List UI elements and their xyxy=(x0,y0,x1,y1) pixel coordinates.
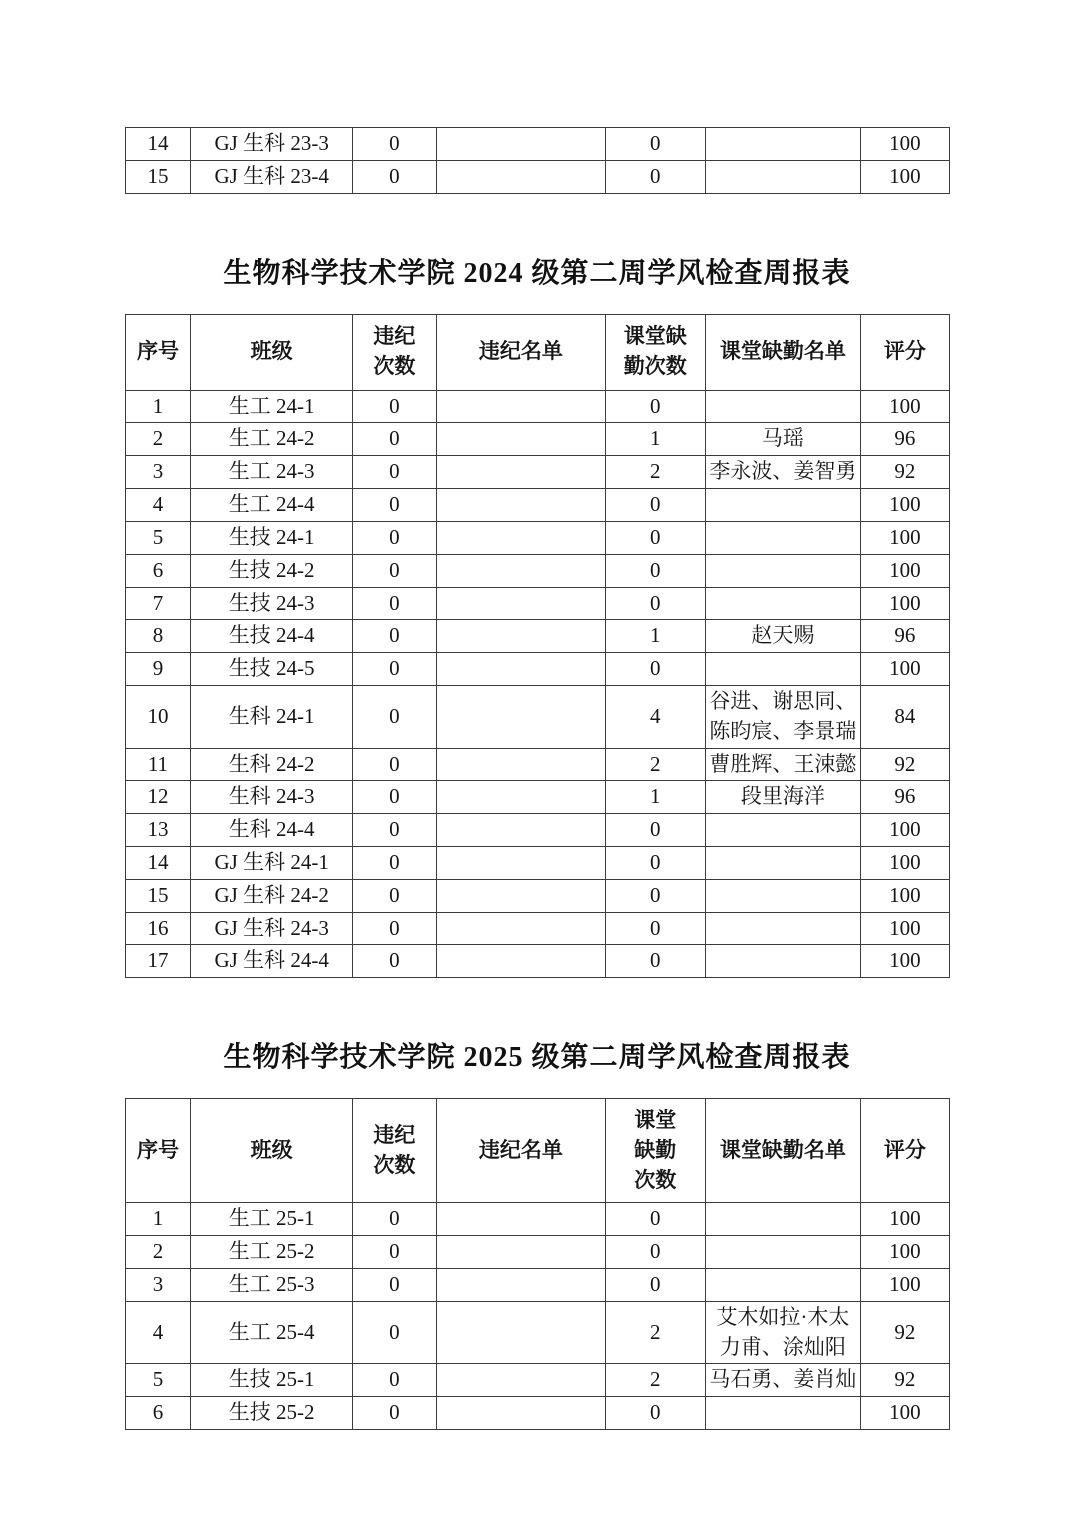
table-row xyxy=(125,128,949,161)
absence-count-cell: 0 xyxy=(605,814,705,847)
score-cell: 100 xyxy=(861,521,949,554)
absence-names-cell: 段里海洋 xyxy=(705,781,861,814)
violation-count-cell: 0 xyxy=(352,423,436,456)
violation-count-cell: 0 xyxy=(352,390,436,423)
violation-names-cell xyxy=(436,1236,605,1269)
absence-count-cell: 0 xyxy=(605,521,705,554)
table-row xyxy=(125,912,949,945)
column-header: 班级 xyxy=(191,1099,353,1203)
score-cell: 100 xyxy=(861,587,949,620)
column-header: 课堂缺 勤次数 xyxy=(605,314,705,390)
score-cell: 84 xyxy=(861,685,949,748)
absence-names-cell xyxy=(705,521,861,554)
header-row xyxy=(125,1099,949,1203)
column-header: 课堂 缺勤 次数 xyxy=(605,1099,705,1203)
violation-names-cell xyxy=(436,456,605,489)
absence-count-cell: 2 xyxy=(605,1301,705,1364)
violation-count-cell: 0 xyxy=(352,945,436,978)
serial-cell: 15 xyxy=(125,879,191,912)
violation-names-cell xyxy=(436,912,605,945)
absence-count-cell: 0 xyxy=(605,390,705,423)
column-header: 序号 xyxy=(125,1099,191,1203)
absence-names-cell xyxy=(705,489,861,522)
report-table-2023-partial xyxy=(125,127,950,194)
violation-count-cell: 0 xyxy=(352,1268,436,1301)
serial-cell: 5 xyxy=(125,521,191,554)
absence-count-cell: 0 xyxy=(605,1268,705,1301)
absence-names-cell: 马石勇、姜肖灿 xyxy=(705,1364,861,1397)
serial-cell: 1 xyxy=(125,390,191,423)
serial-cell: 9 xyxy=(125,653,191,686)
absence-count-cell: 4 xyxy=(605,685,705,748)
score-cell: 100 xyxy=(861,1268,949,1301)
column-header: 序号 xyxy=(125,314,191,390)
score-cell: 100 xyxy=(861,879,949,912)
absence-names-cell: 赵天赐 xyxy=(705,620,861,653)
violation-names-cell xyxy=(436,587,605,620)
class-cell: 生工 25-1 xyxy=(191,1203,353,1236)
violation-names-cell xyxy=(436,1268,605,1301)
class-cell: 生科 24-1 xyxy=(191,685,353,748)
serial-cell: 5 xyxy=(125,1364,191,1397)
absence-count-cell: 0 xyxy=(605,1203,705,1236)
class-cell: 生工 24-2 xyxy=(191,423,353,456)
table-row xyxy=(125,748,949,781)
score-cell: 100 xyxy=(861,912,949,945)
table-row xyxy=(125,423,949,456)
serial-cell: 13 xyxy=(125,814,191,847)
serial-cell: 16 xyxy=(125,912,191,945)
class-cell: 生技 24-3 xyxy=(191,587,353,620)
violation-names-cell xyxy=(436,390,605,423)
score-cell: 100 xyxy=(861,814,949,847)
absence-names-cell: 曹胜辉、王涑懿 xyxy=(705,748,861,781)
absence-count-cell: 0 xyxy=(605,587,705,620)
violation-count-cell: 0 xyxy=(352,912,436,945)
class-cell: 生工 24-1 xyxy=(191,390,353,423)
score-cell: 100 xyxy=(861,160,949,193)
absence-count-cell: 0 xyxy=(605,489,705,522)
violation-names-cell xyxy=(436,1203,605,1236)
violation-names-cell xyxy=(436,521,605,554)
class-cell: 生技 24-4 xyxy=(191,620,353,653)
column-header: 评分 xyxy=(861,314,949,390)
serial-cell: 4 xyxy=(125,1301,191,1364)
absence-names-cell xyxy=(705,814,861,847)
absence-count-cell: 0 xyxy=(605,847,705,880)
table-row xyxy=(125,1301,949,1364)
serial-cell: 3 xyxy=(125,456,191,489)
class-cell: 生工 25-3 xyxy=(191,1268,353,1301)
absence-names-cell: 李永波、姜智勇 xyxy=(705,456,861,489)
table-row xyxy=(125,1397,949,1430)
violation-count-cell: 0 xyxy=(352,620,436,653)
class-cell: 生技 25-1 xyxy=(191,1364,353,1397)
violation-count-cell: 0 xyxy=(352,456,436,489)
violation-count-cell: 0 xyxy=(352,554,436,587)
report-title-2025: 生物科学技术学院 2025 级第二周学风检查周报表 xyxy=(223,1042,851,1074)
violation-count-cell: 0 xyxy=(352,653,436,686)
absence-count-cell: 0 xyxy=(605,912,705,945)
violation-names-cell xyxy=(436,489,605,522)
table-row xyxy=(125,1203,949,1236)
absence-count-cell: 0 xyxy=(605,945,705,978)
absence-names-cell xyxy=(705,128,861,161)
serial-cell: 6 xyxy=(125,554,191,587)
table-row xyxy=(125,390,949,423)
absence-names-cell: 谷进、谢思同、陈昀宸、李景瑞 xyxy=(705,685,861,748)
violation-count-cell: 0 xyxy=(352,489,436,522)
score-cell: 100 xyxy=(861,945,949,978)
absence-count-cell: 0 xyxy=(605,160,705,193)
serial-cell: 2 xyxy=(125,1236,191,1269)
column-header: 违纪 次数 xyxy=(352,314,436,390)
score-cell: 100 xyxy=(861,847,949,880)
violation-count-cell: 0 xyxy=(352,748,436,781)
absence-names-cell xyxy=(705,1236,861,1269)
report-title-2024: 生物科学技术学院 2024 级第二周学风检查周报表 xyxy=(223,257,851,289)
score-cell: 96 xyxy=(861,423,949,456)
class-cell: 生工 24-4 xyxy=(191,489,353,522)
score-cell: 92 xyxy=(861,1301,949,1364)
absence-names-cell xyxy=(705,653,861,686)
score-cell: 100 xyxy=(861,653,949,686)
absence-count-cell: 0 xyxy=(605,653,705,686)
violation-names-cell xyxy=(436,1397,605,1430)
absence-names-cell xyxy=(705,879,861,912)
header-row xyxy=(125,314,949,390)
class-cell: 生技 25-2 xyxy=(191,1397,353,1430)
absence-count-cell: 0 xyxy=(605,554,705,587)
table-row xyxy=(125,847,949,880)
violation-names-cell xyxy=(436,653,605,686)
absence-count-cell: 0 xyxy=(605,879,705,912)
violation-names-cell xyxy=(436,781,605,814)
violation-count-cell: 0 xyxy=(352,587,436,620)
score-cell: 96 xyxy=(861,620,949,653)
score-cell: 100 xyxy=(861,1236,949,1269)
absence-names-cell xyxy=(705,1203,861,1236)
table-row xyxy=(125,1268,949,1301)
violation-count-cell: 0 xyxy=(352,1236,436,1269)
violation-count-cell: 0 xyxy=(352,847,436,880)
violation-count-cell: 0 xyxy=(352,781,436,814)
absence-names-cell xyxy=(705,912,861,945)
absence-count-cell: 2 xyxy=(605,456,705,489)
class-cell: GJ 生科 24-2 xyxy=(191,879,353,912)
score-cell: 100 xyxy=(861,554,949,587)
absence-count-cell: 0 xyxy=(605,1236,705,1269)
absence-count-cell: 1 xyxy=(605,620,705,653)
column-header: 违纪 次数 xyxy=(352,1099,436,1203)
absence-count-cell: 1 xyxy=(605,423,705,456)
score-cell: 92 xyxy=(861,456,949,489)
class-cell: GJ 生科 24-3 xyxy=(191,912,353,945)
serial-cell: 14 xyxy=(125,128,191,161)
absence-names-cell xyxy=(705,945,861,978)
absence-count-cell: 1 xyxy=(605,781,705,814)
violation-count-cell: 0 xyxy=(352,1397,436,1430)
class-cell: GJ 生科 24-1 xyxy=(191,847,353,880)
column-header: 课堂缺勤名单 xyxy=(705,1099,861,1203)
absence-count-cell: 2 xyxy=(605,1364,705,1397)
violation-count-cell: 0 xyxy=(352,1364,436,1397)
column-header: 评分 xyxy=(861,1099,949,1203)
violation-count-cell: 0 xyxy=(352,521,436,554)
class-cell: 生科 24-2 xyxy=(191,748,353,781)
table-row xyxy=(125,945,949,978)
score-cell: 100 xyxy=(861,1203,949,1236)
serial-cell: 7 xyxy=(125,587,191,620)
score-cell: 100 xyxy=(861,390,949,423)
serial-cell: 2 xyxy=(125,423,191,456)
class-cell: 生技 24-5 xyxy=(191,653,353,686)
absence-names-cell xyxy=(705,587,861,620)
report-table-2025 xyxy=(125,1098,950,1430)
table-row xyxy=(125,1236,949,1269)
violation-names-cell xyxy=(436,685,605,748)
class-cell: 生工 25-4 xyxy=(191,1301,353,1364)
class-cell: GJ 生科 23-3 xyxy=(191,128,353,161)
violation-count-cell: 0 xyxy=(352,814,436,847)
column-header: 违纪名单 xyxy=(436,1099,605,1203)
violation-names-cell xyxy=(436,128,605,161)
serial-cell: 10 xyxy=(125,685,191,748)
score-cell: 100 xyxy=(861,128,949,161)
serial-cell: 3 xyxy=(125,1268,191,1301)
absence-names-cell xyxy=(705,160,861,193)
violation-count-cell: 0 xyxy=(352,1301,436,1364)
score-cell: 96 xyxy=(861,781,949,814)
table-row xyxy=(125,587,949,620)
class-cell: 生工 24-3 xyxy=(191,456,353,489)
violation-count-cell: 0 xyxy=(352,128,436,161)
violation-count-cell: 0 xyxy=(352,879,436,912)
column-header: 班级 xyxy=(191,314,353,390)
table-row xyxy=(125,814,949,847)
table-row xyxy=(125,620,949,653)
absence-names-cell xyxy=(705,554,861,587)
violation-count-cell: 0 xyxy=(352,160,436,193)
table-row xyxy=(125,685,949,748)
violation-names-cell xyxy=(436,620,605,653)
violation-count-cell: 0 xyxy=(352,1203,436,1236)
absence-names-cell xyxy=(705,847,861,880)
absence-count-cell: 2 xyxy=(605,748,705,781)
serial-cell: 15 xyxy=(125,160,191,193)
absence-names-cell xyxy=(705,390,861,423)
class-cell: GJ 生科 24-4 xyxy=(191,945,353,978)
column-header: 课堂缺勤名单 xyxy=(705,314,861,390)
table-row xyxy=(125,521,949,554)
violation-names-cell xyxy=(436,1301,605,1364)
table-row xyxy=(125,160,949,193)
serial-cell: 11 xyxy=(125,748,191,781)
serial-cell: 8 xyxy=(125,620,191,653)
violation-names-cell xyxy=(436,814,605,847)
table-row xyxy=(125,554,949,587)
absence-count-cell: 0 xyxy=(605,128,705,161)
class-cell: 生技 24-2 xyxy=(191,554,353,587)
score-cell: 100 xyxy=(861,1397,949,1430)
serial-cell: 4 xyxy=(125,489,191,522)
table-row xyxy=(125,781,949,814)
violation-count-cell: 0 xyxy=(352,685,436,748)
violation-names-cell xyxy=(436,160,605,193)
violation-names-cell xyxy=(436,748,605,781)
class-cell: 生工 25-2 xyxy=(191,1236,353,1269)
absence-names-cell xyxy=(705,1397,861,1430)
serial-cell: 12 xyxy=(125,781,191,814)
class-cell: GJ 生科 23-4 xyxy=(191,160,353,193)
violation-names-cell xyxy=(436,1364,605,1397)
class-cell: 生技 24-1 xyxy=(191,521,353,554)
score-cell: 92 xyxy=(861,1364,949,1397)
violation-names-cell xyxy=(436,847,605,880)
table-row xyxy=(125,489,949,522)
violation-names-cell xyxy=(436,554,605,587)
serial-cell: 6 xyxy=(125,1397,191,1430)
violation-names-cell xyxy=(436,879,605,912)
absence-count-cell: 0 xyxy=(605,1397,705,1430)
class-cell: 生科 24-3 xyxy=(191,781,353,814)
absence-names-cell: 艾木如拉·木太力甫、涂灿阳 xyxy=(705,1301,861,1364)
report-table-2024 xyxy=(125,314,950,979)
table-row xyxy=(125,1364,949,1397)
absence-names-cell: 马瑶 xyxy=(705,423,861,456)
absence-names-cell xyxy=(705,1268,861,1301)
table-row xyxy=(125,653,949,686)
violation-names-cell xyxy=(436,945,605,978)
score-cell: 100 xyxy=(861,489,949,522)
serial-cell: 14 xyxy=(125,847,191,880)
serial-cell: 17 xyxy=(125,945,191,978)
table-row xyxy=(125,879,949,912)
score-cell: 92 xyxy=(861,748,949,781)
table-row xyxy=(125,456,949,489)
serial-cell: 1 xyxy=(125,1203,191,1236)
violation-names-cell xyxy=(436,423,605,456)
class-cell: 生科 24-4 xyxy=(191,814,353,847)
column-header: 违纪名单 xyxy=(436,314,605,390)
